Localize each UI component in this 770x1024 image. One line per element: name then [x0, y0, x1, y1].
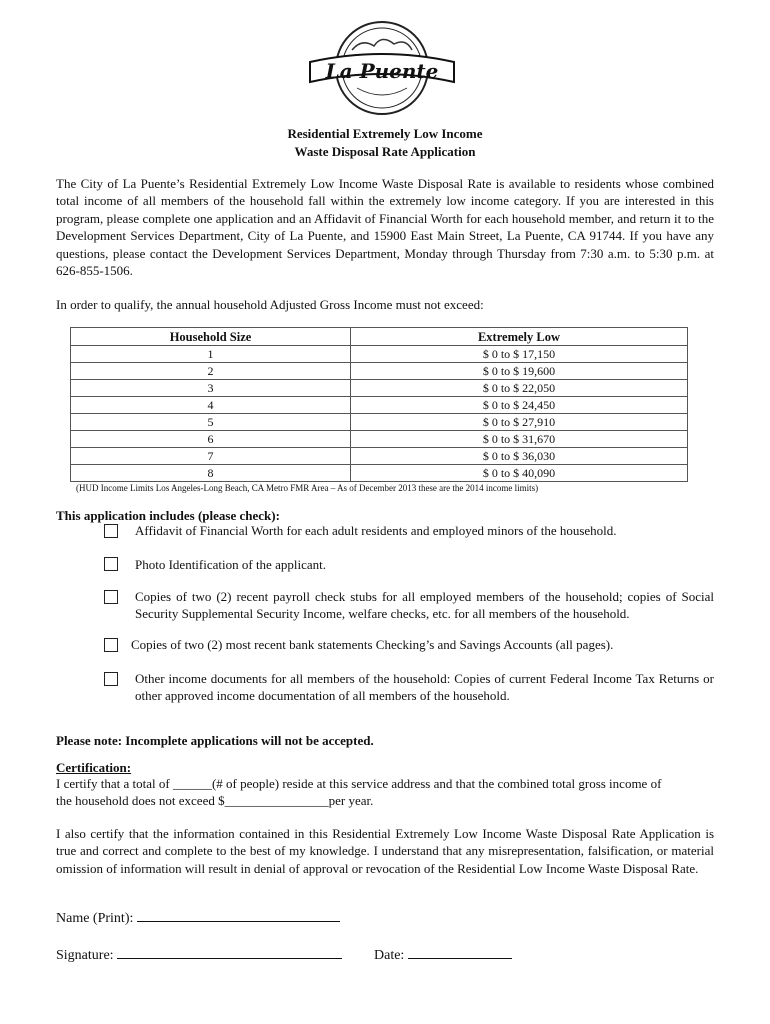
- date-row: [374, 944, 512, 964]
- hud-footnote: (HUD Income Limits Los Angeles-Long Beach, CA Metro FMR Area – As of December 2013 these are the 2014 income limits): [76, 483, 539, 493]
- form-title-line1: Residential Extremely Low Income: [287, 126, 483, 141]
- table-row: [71, 414, 688, 431]
- table-row: [71, 465, 688, 482]
- certification-line-1: [56, 775, 661, 792]
- income-limit-cell: $ 0 to $ 24,450: [351, 397, 688, 414]
- table-row: [71, 346, 688, 363]
- la-puente-logo: [302, 20, 462, 116]
- signature-label: Signature:: [56, 948, 114, 963]
- includes-heading: This application includes (please check):: [56, 508, 280, 523]
- table-header-household-size: Household Size: [71, 328, 351, 346]
- table-row: [71, 397, 688, 414]
- income-amount-field[interactable]: ________________: [224, 793, 329, 808]
- household-size-cell: 2: [71, 363, 351, 380]
- certification-text-d: per year.: [328, 793, 374, 808]
- name-print-field[interactable]: [137, 907, 340, 922]
- checkbox-photo-id[interactable]: [104, 557, 118, 571]
- household-size-cell: 4: [71, 397, 351, 414]
- checkbox-other-income[interactable]: [104, 672, 118, 686]
- household-size-cell: 6: [71, 431, 351, 448]
- checkbox-payroll-stubs[interactable]: [104, 590, 118, 604]
- checkbox-bank-statements[interactable]: [104, 638, 118, 652]
- certification-text-a: I certify that a total of: [56, 776, 173, 791]
- checklist-item-payroll-stubs: Copies of two (2) recent payroll check stubs for all employed members of the household; copies of Social Security Supplemental Security Income, welfare checks, etc. for all members of the household.: [135, 589, 714, 621]
- intro-paragraph: The City of La Puente’s Residential Extremely Low Income Waste Disposal Rate is available to residents whose combined total income of all members of the household fall within the extremely low income category. If you are interested in this program, please complete one application and an Affidavit of Financial Worth for each household member, and return it to the Development Services Department, City of La Puente, and 15900 East Main Street, La Puente, CA 91744. If you have any questions, please contact the Development Services Department, Monday through Thursday from 7:30 a.m. to 5:30 p.m. at 626-855-1506.: [56, 176, 714, 279]
- income-limit-cell: $ 0 to $ 17,150: [351, 346, 688, 363]
- signature-row: [56, 944, 342, 964]
- table-row: [71, 448, 688, 465]
- table-row: [71, 363, 688, 380]
- income-limit-cell: $ 0 to $ 36,030: [351, 448, 688, 465]
- table-header-extremely-low: Extremely Low: [351, 328, 688, 346]
- income-limit-cell: $ 0 to $ 19,600: [351, 363, 688, 380]
- income-limit-cell: $ 0 to $ 22,050: [351, 380, 688, 397]
- form-title-line2: Waste Disposal Rate Application: [294, 144, 476, 159]
- name-print-label: Name (Print):: [56, 911, 134, 926]
- checklist-item-other-income: Other income documents for all members of the household: Copies of current Federal Income Tax Returns or other approved income documentation of all members of the household.: [135, 671, 714, 703]
- certification-text-b: (# of people) reside at this service address and that the combined total gross income of: [211, 776, 662, 791]
- certification-heading: Certification:: [56, 760, 132, 775]
- household-size-cell: 3: [71, 380, 351, 397]
- signature-field[interactable]: [117, 944, 342, 959]
- also-certify-paragraph: I also certify that the information contained in this Residential Extremely Low Income Waste Disposal Rate Application is true and correct and complete to the best of my knowledge. I understand that any misrepresentation, falsification, or material omission of information will result in denial of approval or revocation of the Residential Low Income Waste Disposal Rate.: [56, 826, 714, 876]
- household-size-cell: 5: [71, 414, 351, 431]
- people-count-field[interactable]: ______: [172, 776, 212, 791]
- checklist-item-bank-statements: Copies of two (2) most recent bank statements Checking’s and Savings Accounts (all pages).: [131, 637, 614, 652]
- income-limit-cell: $ 0 to $ 31,670: [351, 431, 688, 448]
- certification-line-2: [56, 792, 373, 809]
- name-print-row: [56, 907, 340, 927]
- checkbox-affidavit[interactable]: [104, 524, 118, 538]
- income-limit-cell: $ 0 to $ 27,910: [351, 414, 688, 431]
- household-size-cell: 1: [71, 346, 351, 363]
- checklist-item-photo-id: Photo Identification of the applicant.: [135, 557, 326, 572]
- table-row: [71, 380, 688, 397]
- svg-text:La Puente: La Puente: [325, 59, 439, 83]
- certification-text-c: the household does not exceed $: [56, 793, 225, 808]
- household-size-cell: 8: [71, 465, 351, 482]
- date-label: Date:: [374, 948, 405, 963]
- household-size-cell: 7: [71, 448, 351, 465]
- date-field[interactable]: [408, 944, 512, 959]
- income-limits-table: [70, 327, 688, 482]
- table-row: [71, 431, 688, 448]
- income-limit-cell: $ 0 to $ 40,090: [351, 465, 688, 482]
- please-note: Please note: Incomplete applications will not be accepted.: [56, 733, 374, 748]
- qualify-text: In order to qualify, the annual household Adjusted Gross Income must not exceed:: [56, 297, 484, 312]
- checklist-item-affidavit: Affidavit of Financial Worth for each adult residents and employed minors of the household.: [135, 523, 617, 538]
